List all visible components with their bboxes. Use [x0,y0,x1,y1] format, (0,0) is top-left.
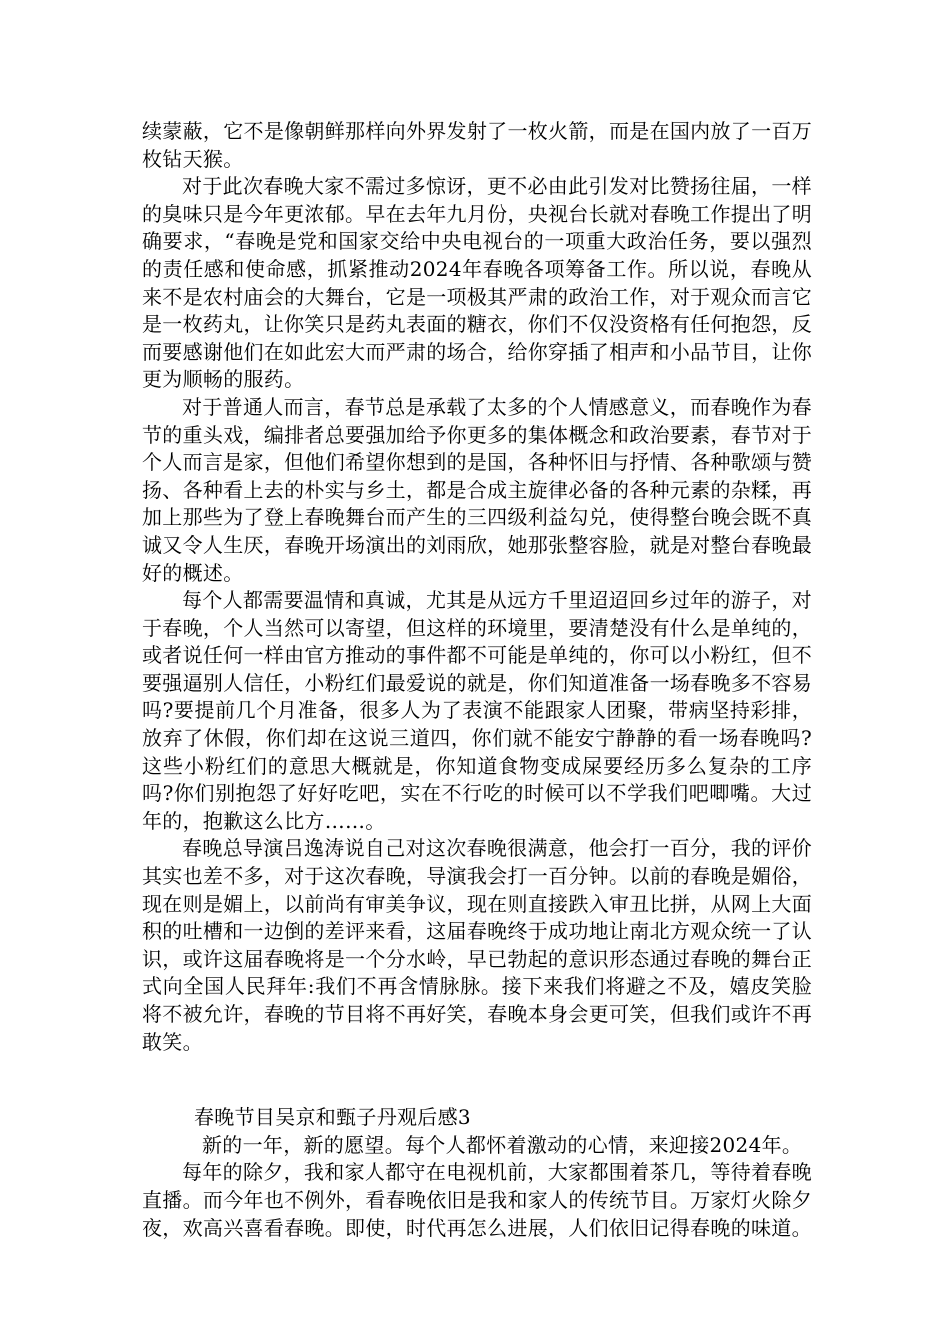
document-page [142,118,812,1242]
section-title: 春晚节目吴京和甄子丹观后感3 [194,1105,471,1130]
paragraph-continued: 续蒙蔽，它不是像朝鲜那样向外界发射了一枚火箭，而是在国内放了一百万枚钻天猴。 [142,119,812,171]
paragraph-4: 春晚总导演吕逸涛说自己对这次春晚很满意，他会打一百分，我的评价其实也差不多，对于这次春晚，导演我会打一百分钟。以前的春晚是媚俗，现在则是媚上，以前尚有审美争议，现在则直接跌入审丑比拼，从网上大面积的吐槽和一边倒的差评来看，这届春晚终于成功地让南北方观众统一了认识，或许这届春晚将是一个分水岭，早已勃起的意识形态通过春晚的舞台正式向全国人民拜年:我们不再含情脉脉。接下来我们将避之不及，嬉皮笑脸将不被允许，春晚的节目将不再好笑，春晚本身会更可笑，但我们或许不再敢笑。 [142,836,812,1054]
paragraph-2: 对于普通人而言，春节总是承载了太多的个人情感意义，而春晚作为春节的重头戏，编排者总要强加给予你更多的集体概念和政治要素，春节对于个人而言是家，但他们希望你想到的是国，各种怀旧与抒情、各种歌颂与赞扬、各种看上去的朴实与乡土，都是合成主旋律必备的各种元素的杂糅，再加上那些为了登上春晚舞台而产生的三四级利益勾兑，使得整台晚会既不真诚又令人生厌，春晚开场演出的刘雨欣，她那张整容脸，就是对整台春晚最好的概述。 [142,394,812,585]
paragraph-1: 对于此次春晚大家不需过多惊讶，更不必由此引发对比赞扬往届，一样的臭味只是今年更浓郁。早在去年九月份，央视台长就对春晚工作提出了明确要求，“春晚是党和国家交给中央电视台的一项重大政治任务，要以强烈的责任感和使命感，抓紧推动2024年春晚各项筹备工作。所以说，春晚从来不是农村庙会的大舞台，它是一项极其严肃的政治工作，对于观众而言它是一枚药丸，让你笑只是药丸表面的糖衣，你们不仅没资格有任何抱怨，反而要感谢他们在如此宏大而严肃的场合，给你穿插了相声和小品节目，让你更为顺畅的服药。 [142,174,812,392]
paragraph-5: 新的一年，新的愿望。每个人都怀着激动的心情，来迎接2024年。 [202,1132,803,1157]
paragraph-3: 每个人都需要温情和真诚，尤其是从远方千里迢迢回乡过年的游子，对于春晚，个人当然可以寄望，但这样的环境里，要清楚没有什么是单纯的，或者说任何一样由官方推动的事件都不可能是单纯的，你可以小粉红，但不要强逼别人信任，小粉红们最爱说的就是，你们知道准备一场春晚多不容易吗?要提前几个月准备，很多人为了表演不能跟家人团聚，带病坚持彩排，放弃了休假，你们却在这说三道四，你们就不能安宁静静的看一场春晚吗?这些小粉红们的意思大概就是，你知道食物变成屎要经历多么复杂的工序吗?你们别抱怨了好好吃吧，实在不行吃的时候可以不学我们吧唧嘴。大过年的，抱歉这么比方……。 [142,588,812,833]
paragraph-6: 每年的除夕，我和家人都守在电视机前，大家都围着茶几，等待着春晚直播。而今年也不例外，看春晚依旧是我和家人的传统节目。万家灯火除夕夜，欢高兴喜看春晚。即使，时代再怎么进展，人们依旧记得春晚的味道。 [142,1160,812,1240]
